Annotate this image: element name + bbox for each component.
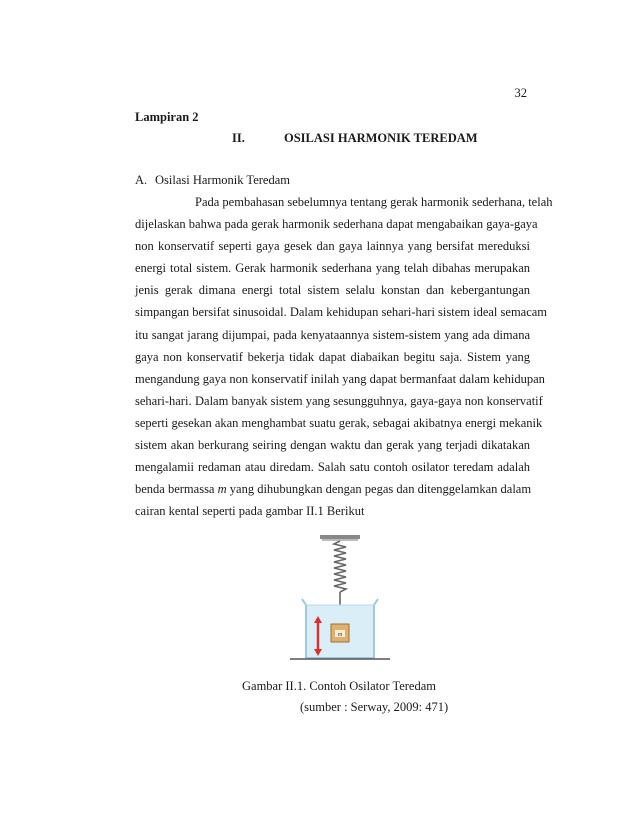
figure-caption: Gambar II.1. Contoh Osilator Teredam <box>242 679 436 693</box>
section-heading <box>135 173 290 188</box>
spring <box>334 541 346 592</box>
mass-label: m <box>337 632 343 638</box>
paragraph-line: Pada pembahasan sebelumnya tentang gerak harmonik sederhana, telah <box>195 195 553 209</box>
line-segment: yang dihubungkan dengan pegas dan ditenggelamkan dalam <box>229 482 532 497</box>
paragraph-line: cairan kental seperti pada gambar II.1 Berikut <box>135 504 365 519</box>
paragraph-line: jenis gerak dimana energi total sistem selalu konstan dan kebergantungan <box>135 283 530 298</box>
section-title: Osilasi Harmonik Teredam <box>155 173 290 187</box>
paragraph-line: Dalam banyak sistem yang sesungguhnya, gaya-gaya non konservatif <box>195 394 543 408</box>
damped-oscillator-figure <box>290 533 390 663</box>
chapter-number: II. <box>232 131 245 145</box>
paragraph-line: mengalamii redaman atau diredam. Salah satu contoh osilator teredam adalah <box>135 460 530 475</box>
mass-symbol: m <box>217 482 227 497</box>
section-letter: A. <box>135 173 148 187</box>
paragraph-line: sehari-hari. <box>135 393 192 408</box>
support-plate <box>320 535 360 539</box>
paragraph-line: gaya non konservatif bekerja tidak dapat diabaikan begitu saja. Sistem yang <box>135 349 530 364</box>
line-segment: benda bermassa <box>135 482 215 497</box>
paragraph-line: simpangan bersifat sinusoidal. Dalam kehidupan sehari-hari sistem ideal semacam <box>135 305 548 320</box>
paragraph-line: energi total sistem. Gerak harmonik sederhana yang telah dibahas merupakan <box>135 261 530 276</box>
paragraph-line: sistem akan berkurang seiring dengan waktu dan gerak yang terjadi dikatakan <box>135 438 530 453</box>
paragraph-line: seperti gesekan akan menghambat suatu gerak, sebagai akibatnya energi mekanik <box>135 416 543 431</box>
paragraph-line: non konservatif seperti gaya gesek dan gaya lainnya yang bersifat mereduksi <box>135 239 530 254</box>
paragraph-1 <box>135 191 553 412</box>
chapter-title: OSILASI HARMONIK TEREDAM <box>284 131 478 145</box>
page-number: 32 <box>514 86 527 100</box>
appendix-label: Lampiran 2 <box>135 110 199 124</box>
paragraph-line: itu sangat jarang dijumpai, pada kenyataannya sistem-sistem yang ada dimana <box>135 327 530 342</box>
paragraph-line: dijelaskan bahwa pada gerak harmonik sederhana dapat mengabaikan gaya-gaya <box>135 217 538 232</box>
figure-source: (sumber : Serway, 2009: 471) <box>300 700 449 714</box>
paragraph-line <box>135 478 530 500</box>
paragraph-2 <box>135 390 543 523</box>
paragraph-line: mengandung gaya non konservatif inilah yang dapat bermanfaat dalam kehidupan <box>135 371 545 386</box>
chapter-heading <box>232 131 478 146</box>
support-plate-shade <box>322 539 358 541</box>
